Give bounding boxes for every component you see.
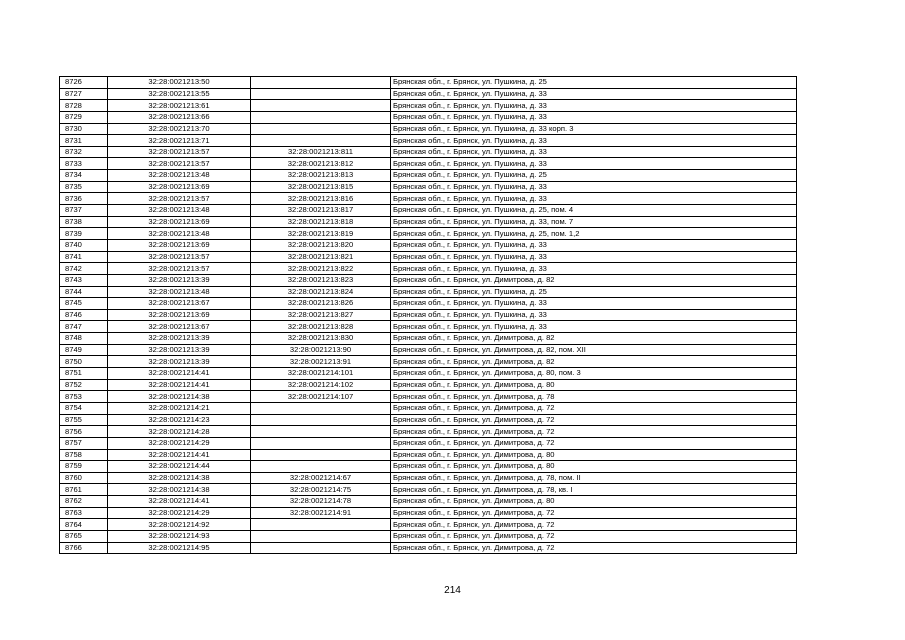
table-row: [60, 251, 797, 263]
table-row: [60, 274, 797, 286]
row-number-cell: 8754: [60, 402, 108, 414]
address-cell: Брянская обл., г. Брянск, ул. Пушкина, д. 33: [391, 263, 797, 275]
row-number-cell: 8760: [60, 472, 108, 484]
address-cell: Брянская обл., г. Брянск, ул. Пушкина, д. 33: [391, 181, 797, 193]
address-cell: Брянская обл., г. Брянск, ул. Димитрова, д. 78, кв. I: [391, 484, 797, 496]
related-cadastral-number-cell: 32:28:0021213:819: [251, 228, 391, 240]
table-row: [60, 414, 797, 426]
table-row: [60, 205, 797, 217]
related-cadastral-number-cell: [251, 426, 391, 438]
cadastral-number-cell: 32:28:0021213:39: [108, 356, 251, 368]
cadastral-number-cell: 32:28:0021214:41: [108, 449, 251, 461]
row-number-cell: 8737: [60, 205, 108, 217]
related-cadastral-number-cell: 32:28:0021213:821: [251, 251, 391, 263]
cadastral-number-cell: 32:28:0021213:69: [108, 216, 251, 228]
table-row: [60, 88, 797, 100]
table-row: [60, 286, 797, 298]
table-row: [60, 193, 797, 205]
related-cadastral-number-cell: [251, 414, 391, 426]
cadastral-number-cell: 32:28:0021213:39: [108, 344, 251, 356]
table-row: [60, 461, 797, 473]
table-row: [60, 530, 797, 542]
row-number-cell: 8734: [60, 170, 108, 182]
cadastral-number-cell: 32:28:0021214:93: [108, 530, 251, 542]
related-cadastral-number-cell: 32:28:0021213:826: [251, 298, 391, 310]
row-number-cell: 8746: [60, 309, 108, 321]
address-cell: Брянская обл., г. Брянск, ул. Димитрова, д. 78: [391, 391, 797, 403]
address-cell: Брянская обл., г. Брянск, ул. Димитрова, д. 82: [391, 333, 797, 345]
row-number-cell: 8761: [60, 484, 108, 496]
row-number-cell: 8759: [60, 461, 108, 473]
related-cadastral-number-cell: 32:28:0021214:101: [251, 368, 391, 380]
cadastral-number-cell: 32:28:0021213:57: [108, 158, 251, 170]
related-cadastral-number-cell: 32:28:0021213:816: [251, 193, 391, 205]
address-cell: Брянская обл., г. Брянск, ул. Димитрова, д. 72: [391, 402, 797, 414]
table-row: [60, 158, 797, 170]
address-cell: Брянская обл., г. Брянск, ул. Пушкина, д. 25, пом. 1,2: [391, 228, 797, 240]
related-cadastral-number-cell: 32:28:0021213:820: [251, 239, 391, 251]
row-number-cell: 8762: [60, 496, 108, 508]
address-cell: Брянская обл., г. Брянск, ул. Димитрова, д. 80: [391, 379, 797, 391]
related-cadastral-number-cell: 32:28:0021214:75: [251, 484, 391, 496]
row-number-cell: 8735: [60, 181, 108, 193]
table-row: [60, 77, 797, 89]
address-cell: Брянская обл., г. Брянск, ул. Пушкина, д. 33: [391, 309, 797, 321]
related-cadastral-number-cell: [251, 542, 391, 554]
table-row: [60, 368, 797, 380]
related-cadastral-number-cell: [251, 530, 391, 542]
table-row: [60, 123, 797, 135]
row-number-cell: 8757: [60, 437, 108, 449]
table-row: [60, 379, 797, 391]
related-cadastral-number-cell: 32:28:0021214:102: [251, 379, 391, 391]
related-cadastral-number-cell: 32:28:0021213:822: [251, 263, 391, 275]
cadastral-number-cell: 32:28:0021213:69: [108, 239, 251, 251]
table-row: [60, 472, 797, 484]
row-number-cell: 8733: [60, 158, 108, 170]
cadastral-number-cell: 32:28:0021213:57: [108, 263, 251, 275]
cadastral-number-cell: 32:28:0021214:28: [108, 426, 251, 438]
row-number-cell: 8750: [60, 356, 108, 368]
cadastral-number-cell: 32:28:0021213:67: [108, 298, 251, 310]
table-row: [60, 402, 797, 414]
table-row: [60, 437, 797, 449]
address-cell: Брянская обл., г. Брянск, ул. Димитрова, д. 72: [391, 519, 797, 531]
row-number-cell: 8765: [60, 530, 108, 542]
table-row: [60, 170, 797, 182]
row-number-cell: 8742: [60, 263, 108, 275]
table-row: [60, 146, 797, 158]
row-number-cell: 8732: [60, 146, 108, 158]
table-row: [60, 216, 797, 228]
table-row: [60, 111, 797, 123]
cadastral-number-cell: 32:28:0021213:69: [108, 181, 251, 193]
related-cadastral-number-cell: 32:28:0021213:90: [251, 344, 391, 356]
address-cell: Брянская обл., г. Брянск, ул. Пушкина, д. 33, пом. 7: [391, 216, 797, 228]
cadastral-number-cell: 32:28:0021213:55: [108, 88, 251, 100]
table-row: [60, 542, 797, 554]
table-row: [60, 426, 797, 438]
table-row: [60, 449, 797, 461]
row-number-cell: 8744: [60, 286, 108, 298]
address-cell: Брянская обл., г. Брянск, ул. Пушкина, д. 25: [391, 77, 797, 89]
related-cadastral-number-cell: 32:28:0021214:78: [251, 496, 391, 508]
cadastral-number-cell: 32:28:0021213:66: [108, 111, 251, 123]
related-cadastral-number-cell: 32:28:0021214:91: [251, 507, 391, 519]
related-cadastral-number-cell: 32:28:0021213:817: [251, 205, 391, 217]
table-row: [60, 321, 797, 333]
related-cadastral-number-cell: [251, 449, 391, 461]
address-cell: Брянская обл., г. Брянск, ул. Димитрова, д. 80: [391, 496, 797, 508]
table-row: [60, 356, 797, 368]
row-number-cell: 8758: [60, 449, 108, 461]
table-row: [60, 496, 797, 508]
address-cell: Брянская обл., г. Брянск, ул. Пушкина, д. 33: [391, 88, 797, 100]
related-cadastral-number-cell: [251, 402, 391, 414]
related-cadastral-number-cell: [251, 461, 391, 473]
cadastral-number-cell: 32:28:0021214:29: [108, 507, 251, 519]
row-number-cell: 8738: [60, 216, 108, 228]
row-number-cell: 8752: [60, 379, 108, 391]
row-number-cell: 8728: [60, 100, 108, 112]
address-cell: Брянская обл., г. Брянск, ул. Пушкина, д. 33: [391, 193, 797, 205]
cadastral-number-cell: 32:28:0021213:57: [108, 251, 251, 263]
row-number-cell: 8730: [60, 123, 108, 135]
row-number-cell: 8731: [60, 135, 108, 147]
cadastral-number-cell: 32:28:0021214:41: [108, 496, 251, 508]
cadastral-number-cell: 32:28:0021213:39: [108, 274, 251, 286]
table-row: [60, 507, 797, 519]
row-number-cell: 8740: [60, 239, 108, 251]
registry-table-body: [60, 77, 797, 554]
row-number-cell: 8726: [60, 77, 108, 89]
related-cadastral-number-cell: 32:28:0021213:811: [251, 146, 391, 158]
related-cadastral-number-cell: [251, 111, 391, 123]
table-row: [60, 298, 797, 310]
cadastral-number-cell: 32:28:0021214:44: [108, 461, 251, 473]
row-number-cell: 8763: [60, 507, 108, 519]
table-row: [60, 263, 797, 275]
row-number-cell: 8748: [60, 333, 108, 345]
address-cell: Брянская обл., г. Брянск, ул. Димитрова, д. 72: [391, 507, 797, 519]
row-number-cell: 8753: [60, 391, 108, 403]
row-number-cell: 8745: [60, 298, 108, 310]
row-number-cell: 8766: [60, 542, 108, 554]
row-number-cell: 8755: [60, 414, 108, 426]
cadastral-number-cell: 32:28:0021213:69: [108, 309, 251, 321]
row-number-cell: 8729: [60, 111, 108, 123]
address-cell: Брянская обл., г. Брянск, ул. Пушкина, д. 33: [391, 251, 797, 263]
cadastral-number-cell: 32:28:0021213:48: [108, 286, 251, 298]
address-cell: Брянская обл., г. Брянск, ул. Пушкина, д. 33: [391, 100, 797, 112]
address-cell: Брянская обл., г. Брянск, ул. Пушкина, д. 33: [391, 135, 797, 147]
cadastral-number-cell: 32:28:0021213:57: [108, 146, 251, 158]
cadastral-number-cell: 32:28:0021213:39: [108, 333, 251, 345]
row-number-cell: 8764: [60, 519, 108, 531]
cadastral-number-cell: 32:28:0021214:92: [108, 519, 251, 531]
related-cadastral-number-cell: [251, 100, 391, 112]
address-cell: Брянская обл., г. Брянск, ул. Пушкина, д. 33: [391, 298, 797, 310]
cadastral-number-cell: 32:28:0021214:41: [108, 368, 251, 380]
table-row: [60, 484, 797, 496]
row-number-cell: 8747: [60, 321, 108, 333]
address-cell: Брянская обл., г. Брянск, ул. Пушкина, д. 33 корп. 3: [391, 123, 797, 135]
cadastral-number-cell: 32:28:0021214:29: [108, 437, 251, 449]
address-cell: Брянская обл., г. Брянск, ул. Пушкина, д. 33: [391, 321, 797, 333]
address-cell: Брянская обл., г. Брянск, ул. Пушкина, д. 33: [391, 239, 797, 251]
related-cadastral-number-cell: 32:28:0021214:107: [251, 391, 391, 403]
related-cadastral-number-cell: 32:28:0021214:67: [251, 472, 391, 484]
table-row: [60, 333, 797, 345]
cadastral-number-cell: 32:28:0021213:67: [108, 321, 251, 333]
table-row: [60, 519, 797, 531]
row-number-cell: 8739: [60, 228, 108, 240]
table-row: [60, 100, 797, 112]
table-row: [60, 228, 797, 240]
registry-table: [59, 76, 797, 554]
cadastral-number-cell: 32:28:0021214:38: [108, 391, 251, 403]
table-row: [60, 391, 797, 403]
page-number: 214: [444, 585, 461, 596]
table-row: [60, 344, 797, 356]
cadastral-number-cell: 32:28:0021213:61: [108, 100, 251, 112]
cadastral-number-cell: 32:28:0021213:70: [108, 123, 251, 135]
table-row: [60, 309, 797, 321]
row-number-cell: 8756: [60, 426, 108, 438]
address-cell: Брянская обл., г. Брянск, ул. Димитрова, д. 82, пом. XII: [391, 344, 797, 356]
row-number-cell: 8749: [60, 344, 108, 356]
address-cell: Брянская обл., г. Брянск, ул. Димитрова, д. 82: [391, 356, 797, 368]
address-cell: Брянская обл., г. Брянск, ул. Пушкина, д. 33: [391, 111, 797, 123]
row-number-cell: 8751: [60, 368, 108, 380]
address-cell: Брянская обл., г. Брянск, ул. Димитрова, д. 80: [391, 461, 797, 473]
address-cell: Брянская обл., г. Брянск, ул. Пушкина, д. 33: [391, 158, 797, 170]
cadastral-number-cell: 32:28:0021214:95: [108, 542, 251, 554]
row-number-cell: 8727: [60, 88, 108, 100]
cadastral-number-cell: 32:28:0021213:48: [108, 170, 251, 182]
cadastral-number-cell: 32:28:0021214:38: [108, 472, 251, 484]
row-number-cell: 8741: [60, 251, 108, 263]
cadastral-number-cell: 32:28:0021214:38: [108, 484, 251, 496]
cadastral-number-cell: 32:28:0021214:21: [108, 402, 251, 414]
related-cadastral-number-cell: [251, 437, 391, 449]
cadastral-number-cell: 32:28:0021213:48: [108, 228, 251, 240]
related-cadastral-number-cell: 32:28:0021213:828: [251, 321, 391, 333]
related-cadastral-number-cell: 32:28:0021213:812: [251, 158, 391, 170]
related-cadastral-number-cell: 32:28:0021213:91: [251, 356, 391, 368]
related-cadastral-number-cell: [251, 135, 391, 147]
address-cell: Брянская обл., г. Брянск, ул. Пушкина, д. 25: [391, 170, 797, 182]
cadastral-number-cell: 32:28:0021214:23: [108, 414, 251, 426]
address-cell: Брянская обл., г. Брянск, ул. Пушкина, д. 25: [391, 286, 797, 298]
cadastral-number-cell: 32:28:0021213:50: [108, 77, 251, 89]
table-row: [60, 181, 797, 193]
related-cadastral-number-cell: 32:28:0021213:827: [251, 309, 391, 321]
address-cell: Брянская обл., г. Брянск, ул. Димитрова, д. 80: [391, 449, 797, 461]
address-cell: Брянская обл., г. Брянск, ул. Пушкина, д. 25, пом. 4: [391, 205, 797, 217]
related-cadastral-number-cell: 32:28:0021213:813: [251, 170, 391, 182]
cadastral-number-cell: 32:28:0021213:71: [108, 135, 251, 147]
related-cadastral-number-cell: 32:28:0021213:823: [251, 274, 391, 286]
address-cell: Брянская обл., г. Брянск, ул. Димитрова, д. 78, пом. II: [391, 472, 797, 484]
address-cell: Брянская обл., г. Брянск, ул. Димитрова, д. 72: [391, 437, 797, 449]
address-cell: Брянская обл., г. Брянск, ул. Димитрова, д. 72: [391, 426, 797, 438]
related-cadastral-number-cell: [251, 88, 391, 100]
cadastral-number-cell: 32:28:0021213:48: [108, 205, 251, 217]
row-number-cell: 8736: [60, 193, 108, 205]
address-cell: Брянская обл., г. Брянск, ул. Димитрова, д. 80, пом. 3: [391, 368, 797, 380]
related-cadastral-number-cell: [251, 519, 391, 531]
cadastral-number-cell: 32:28:0021214:41: [108, 379, 251, 391]
related-cadastral-number-cell: 32:28:0021213:818: [251, 216, 391, 228]
related-cadastral-number-cell: [251, 123, 391, 135]
related-cadastral-number-cell: 32:28:0021213:830: [251, 333, 391, 345]
cadastral-number-cell: 32:28:0021213:57: [108, 193, 251, 205]
address-cell: Брянская обл., г. Брянск, ул. Димитрова, д. 82: [391, 274, 797, 286]
table-row: [60, 239, 797, 251]
address-cell: Брянская обл., г. Брянск, ул. Димитрова, д. 72: [391, 542, 797, 554]
address-cell: Брянская обл., г. Брянск, ул. Димитрова, д. 72: [391, 414, 797, 426]
address-cell: Брянская обл., г. Брянск, ул. Пушкина, д. 33: [391, 146, 797, 158]
related-cadastral-number-cell: 32:28:0021213:815: [251, 181, 391, 193]
related-cadastral-number-cell: 32:28:0021213:824: [251, 286, 391, 298]
address-cell: Брянская обл., г. Брянск, ул. Димитрова, д. 72: [391, 530, 797, 542]
table-row: [60, 135, 797, 147]
related-cadastral-number-cell: [251, 77, 391, 89]
row-number-cell: 8743: [60, 274, 108, 286]
